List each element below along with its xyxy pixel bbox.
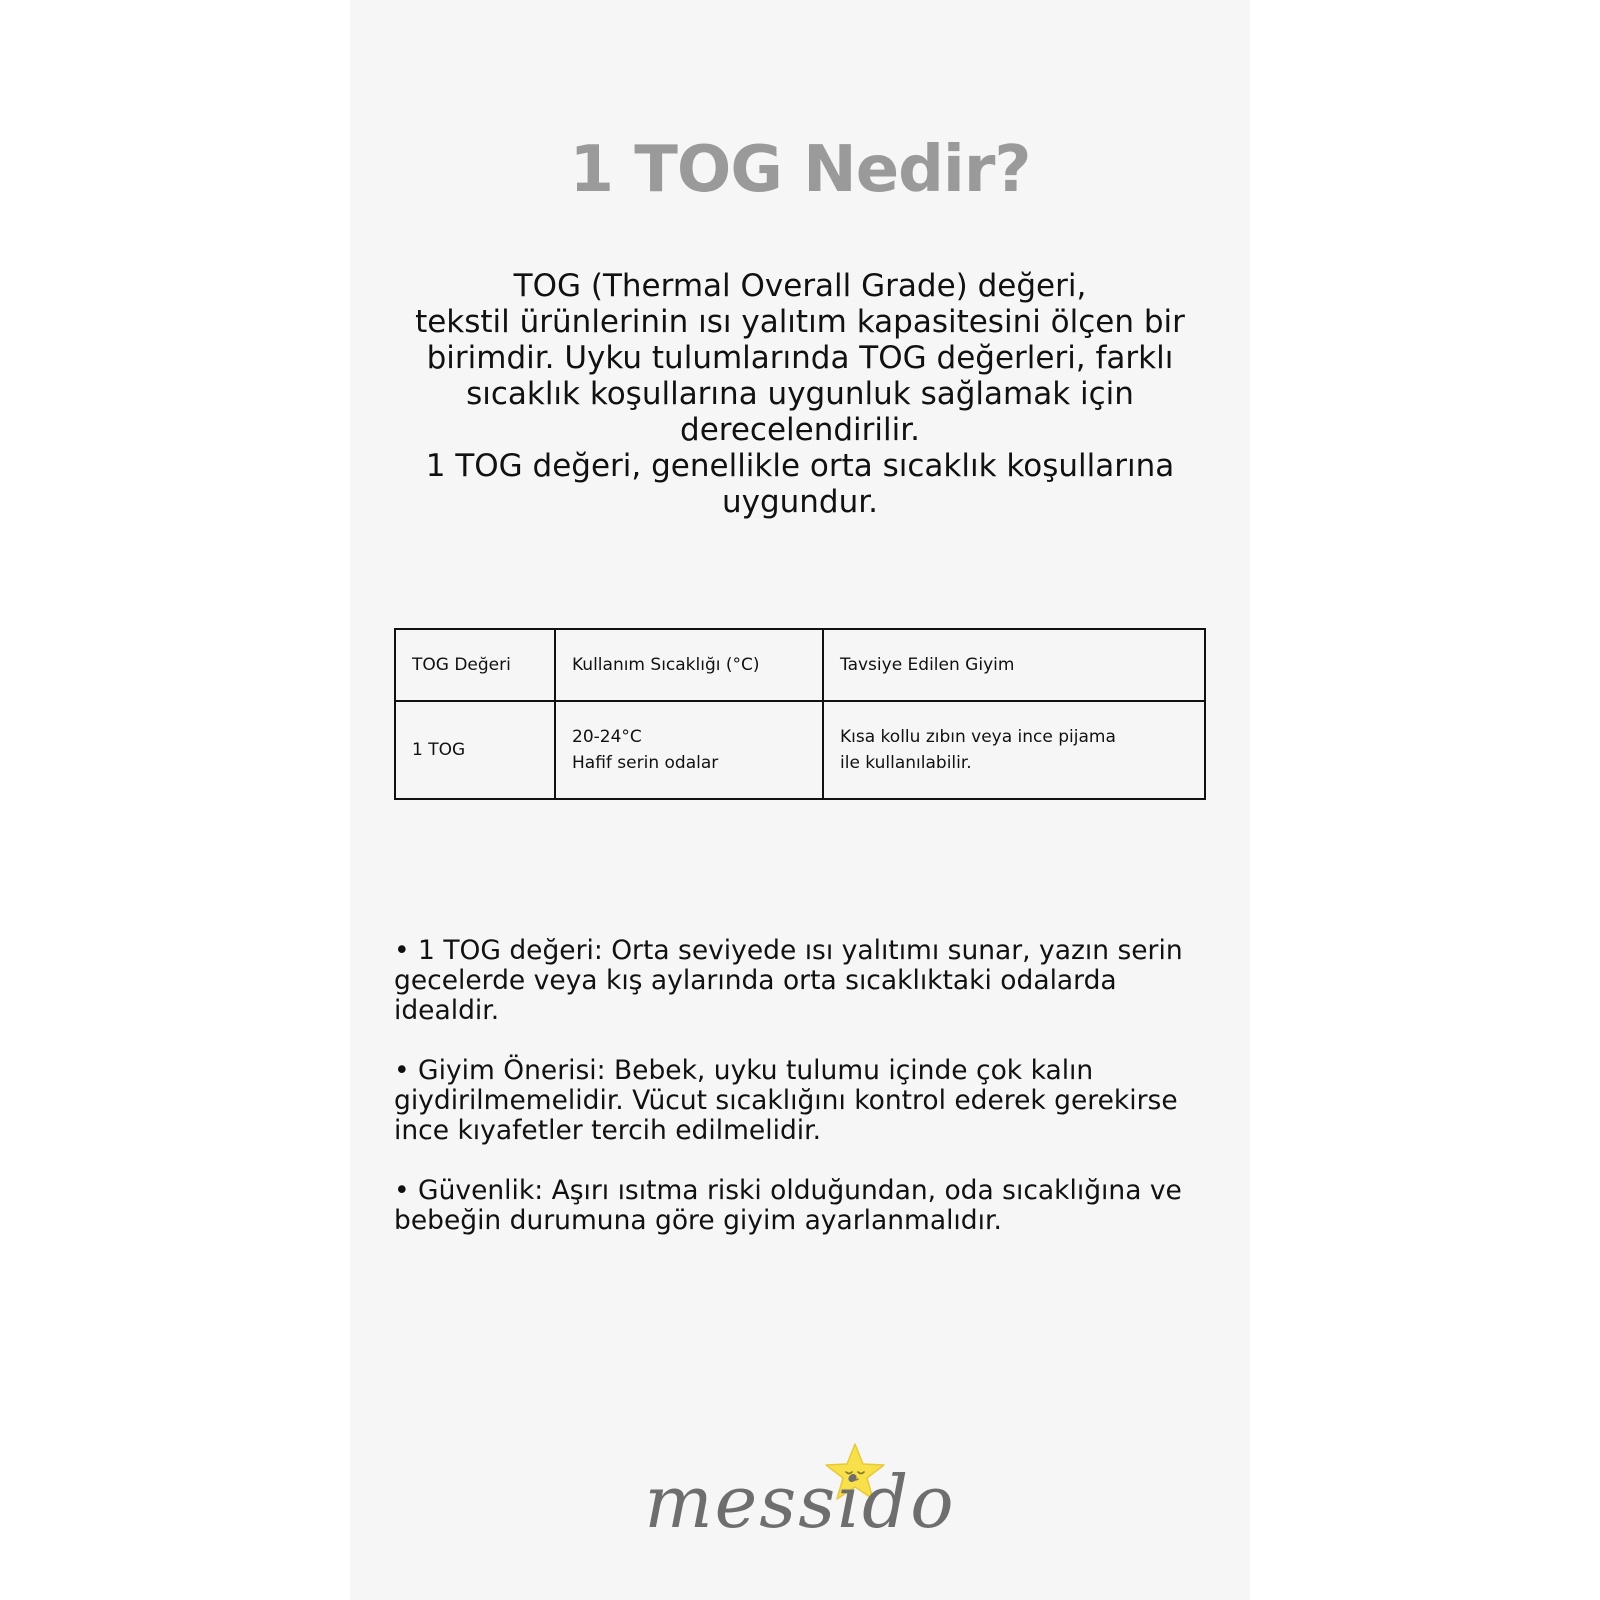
bullet-list <box>394 936 1214 1266</box>
table-header-row <box>395 629 1205 701</box>
intro-line: tekstil ürünlerinin ısı yalıtım kapasitesini ölçen bir <box>415 304 1185 340</box>
cell-temperature <box>555 701 823 799</box>
brand-name: messido <box>644 1460 956 1544</box>
bullet-line: • 1 TOG değeri: Orta seviyede ısı yalıtımı sunar, yazın serin <box>394 935 1183 966</box>
bullet-line: gecelerde veya kış aylarında orta sıcaklıktaki odalarda <box>394 965 1117 996</box>
cell-clothing <box>823 701 1205 799</box>
intro-line: sıcaklık koşullarına uygunluk sağlamak için <box>466 376 1134 412</box>
intro-line: birimdir. Uyku tulumlarında TOG değerleri, farklı <box>426 340 1174 376</box>
bullet-line: ince kıyafetler tercih edilmelidir. <box>394 1115 822 1146</box>
header-usage-temperature: Kullanım Sıcaklığı (°C) <box>555 629 823 701</box>
bullet-line: • Giyim Önerisi: Bebek, uyku tulumu içinde çok kalın <box>394 1055 1094 1086</box>
tog-table <box>394 628 1206 800</box>
bullet-line: bebeğin durumuna göre giyim ayarlanmalıdır. <box>394 1205 1002 1236</box>
bullet-item-tog <box>394 936 1214 1026</box>
temperature-description: Hafif serin odalar <box>572 753 719 773</box>
bullet-item-safety <box>394 1176 1214 1236</box>
intro-line: 1 TOG değeri, genellikle orta sıcaklık koşullarına <box>425 448 1175 484</box>
info-panel <box>350 0 1250 1600</box>
intro-line: derecelendirilir. <box>680 412 920 448</box>
bullet-item-clothing <box>394 1056 1214 1146</box>
brand-logo <box>600 1440 1000 1560</box>
table-row <box>395 701 1205 799</box>
temperature-range: 20-24°C <box>572 727 642 747</box>
clothing-line: ile kullanılabilir. <box>840 753 972 773</box>
cell-tog: 1 TOG <box>395 701 555 799</box>
bullet-line: idealdir. <box>394 995 500 1026</box>
header-tog-value: TOG Değeri <box>395 629 555 701</box>
intro-line: TOG (Thermal Overall Grade) değeri, <box>513 268 1087 304</box>
bullet-line: • Güvenlik: Aşırı ısıtma riski olduğundan, oda sıcaklığına ve <box>394 1175 1182 1206</box>
page-title: 1 TOG Nedir? <box>569 133 1031 207</box>
intro-line: uygundur. <box>721 484 879 520</box>
intro-paragraph <box>390 268 1210 520</box>
bullet-line: giydirilmemelidir. Vücut sıcaklığını kontrol ederek gerekirse <box>394 1085 1178 1116</box>
clothing-line: Kısa kollu zıbın veya ince pijama <box>840 727 1116 747</box>
header-recommended-clothing: Tavsiye Edilen Giyim <box>823 629 1205 701</box>
